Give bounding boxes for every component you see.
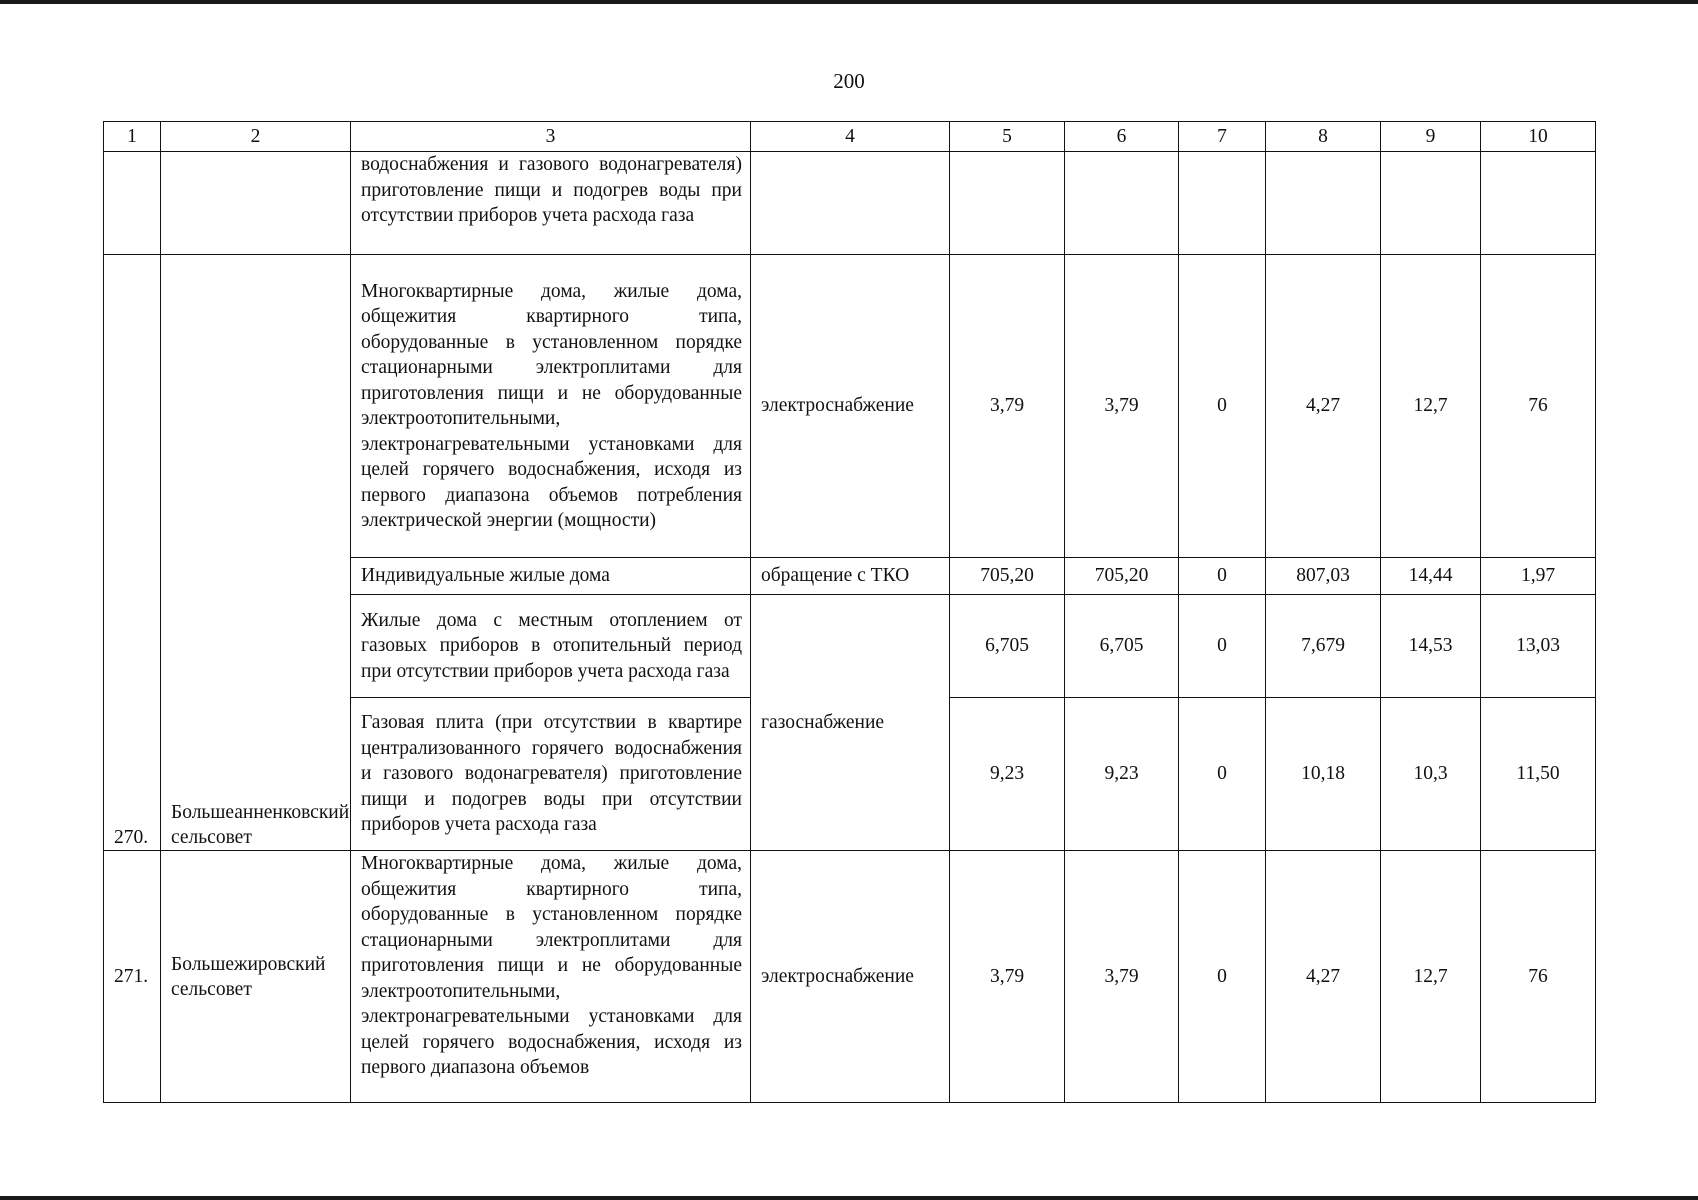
value-cell-5: 9,23 (950, 698, 1065, 851)
resource-cell: обращение с ТКО (751, 558, 950, 595)
scan-edge-bottom (0, 1196, 1698, 1200)
empty-cell (104, 152, 161, 255)
description-cell (351, 152, 751, 255)
header-cell-10: 10 (1481, 122, 1596, 152)
empty-cell (161, 152, 351, 255)
header-cell-3: 3 (351, 122, 751, 152)
value-cell-6: 9,23 (1065, 698, 1179, 851)
tariff-table (103, 121, 1596, 1103)
value-cell-6: 705,20 (1065, 558, 1179, 595)
value-cell-8: 10,18 (1266, 698, 1381, 851)
value-cell-6: 3,79 (1065, 851, 1179, 1103)
header-cell-7: 7 (1179, 122, 1266, 152)
empty-cell (751, 152, 950, 255)
value-cell-6: 6,705 (1065, 595, 1179, 698)
header-cell-6: 6 (1065, 122, 1179, 152)
value-cell-6: 3,79 (1065, 255, 1179, 558)
value-cell-7: 0 (1179, 255, 1266, 558)
description-cell (351, 255, 751, 558)
entry-number-271: 271. (104, 851, 161, 1103)
description-cell (351, 595, 751, 698)
value-cell-9: 12,7 (1381, 255, 1481, 558)
value-cell-5: 6,705 (950, 595, 1065, 698)
description-cell (351, 851, 751, 1103)
description-text: Многоквартирные дома, жилые дома, общежития квартирного типа, оборудованные в установленном порядке стационарными электроплитами для приготовления пищи и не оборудованные электроотопительными, электронагревательными установками для целей горячего водоснабжения, исходя из первого диапазона объемов потребления электрической энергии (мощности) (361, 280, 742, 531)
entry-number-270: 270. (104, 255, 161, 851)
resource-cell: электроснабжение (751, 851, 950, 1103)
value-cell-9: 14,53 (1381, 595, 1481, 698)
header-cell-2: 2 (161, 122, 351, 152)
value-cell-10: 76 (1481, 255, 1596, 558)
table-row-270-electricity (104, 255, 1596, 558)
header-cell-4: 4 (751, 122, 950, 152)
value-cell-10: 11,50 (1481, 698, 1596, 851)
entry-name-271: Большежировский сельсовет (161, 851, 351, 1103)
description-text: Газовая плита (при отсутствии в квартире централизованного горячего водоснабжения и газового водонагревателя) приготовление пищи и подогрев воды при отсутствии приборов учета расхода газа (361, 712, 742, 836)
resource-cell: газоснабжение (751, 595, 950, 851)
value-cell-8: 807,03 (1266, 558, 1381, 595)
value-cell-5: 3,79 (950, 851, 1065, 1103)
description-cell (351, 558, 751, 595)
value-cell-7: 0 (1179, 595, 1266, 698)
empty-cell (950, 152, 1065, 255)
entry-name-270: Большеанненковский сельсовет (161, 255, 351, 851)
table-row-continuation (104, 152, 1596, 255)
value-cell-8: 4,27 (1266, 851, 1381, 1103)
description-cell (351, 698, 751, 851)
description-text: водоснабжения и газового водонагревателя) приготовление пищи и подогрев воды при отсутствии приборов учета расхода газа (361, 154, 742, 226)
value-cell-5: 3,79 (950, 255, 1065, 558)
value-cell-10: 13,03 (1481, 595, 1596, 698)
empty-cell (1481, 152, 1596, 255)
header-cell-8: 8 (1266, 122, 1381, 152)
empty-cell (1179, 152, 1266, 255)
value-cell-7: 0 (1179, 851, 1266, 1103)
empty-cell (1065, 152, 1179, 255)
header-cell-5: 5 (950, 122, 1065, 152)
value-cell-9: 10,3 (1381, 698, 1481, 851)
value-cell-10: 76 (1481, 851, 1596, 1103)
header-cell-9: 9 (1381, 122, 1481, 152)
description-text: Многоквартирные дома, жилые дома, общежития квартирного типа, оборудованные в установленном порядке стационарными электроплитами для приготовления пищи и не оборудованные электроотопительными, электронагревательными установками для целей горячего водоснабжения, исходя из первого диапазона объемов (361, 853, 742, 1078)
value-cell-7: 0 (1179, 558, 1266, 595)
value-cell-7: 0 (1179, 698, 1266, 851)
value-cell-5: 705,20 (950, 558, 1065, 595)
value-cell-8: 4,27 (1266, 255, 1381, 558)
table-header-row (104, 122, 1596, 152)
value-cell-8: 7,679 (1266, 595, 1381, 698)
header-cell-1: 1 (104, 122, 161, 152)
value-cell-10: 1,97 (1481, 558, 1596, 595)
scan-edge-top (0, 0, 1698, 4)
value-cell-9: 12,7 (1381, 851, 1481, 1103)
description-text: Индивидуальные жилые дома (361, 565, 610, 587)
value-cell-9: 14,44 (1381, 558, 1481, 595)
table-row-271-electricity (104, 851, 1596, 1103)
resource-cell: электроснабжение (751, 255, 950, 558)
empty-cell (1381, 152, 1481, 255)
page-number: 200 (833, 69, 865, 93)
empty-cell (1266, 152, 1381, 255)
description-text: Жилые дома с местным отоплением от газовых приборов в отопительный период при отсутствии приборов учета расхода газа (361, 609, 742, 682)
